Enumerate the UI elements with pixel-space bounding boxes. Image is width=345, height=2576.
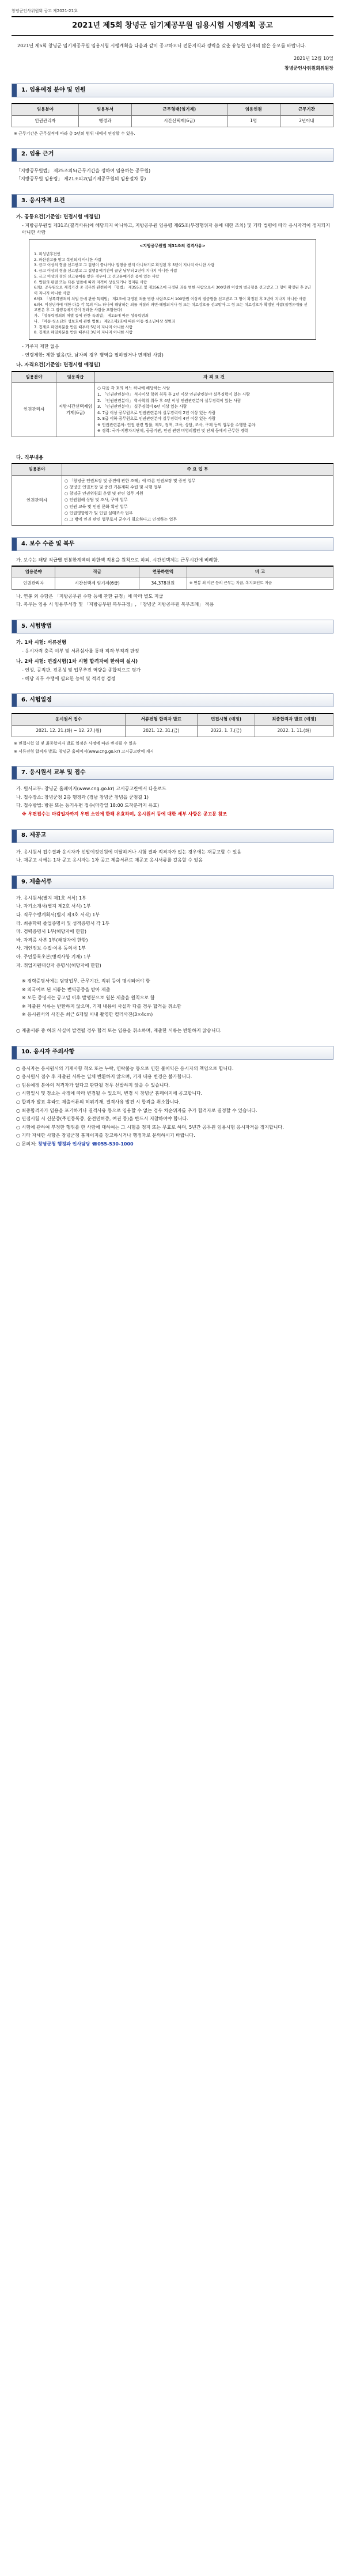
section-3-header: 3. 응시자격 요건: [12, 194, 333, 208]
schedule-table: 응시원서 접수 서류전형 합격자 발표 면접시험 (예정) 최종합격자 발표 (예정) 2021. 12. 21.(화) ~ 12. 27.(월) 2021. 12. 31.(금) 2022. 1. 7.(금) 2022. 1. 11.(화): [12, 713, 333, 737]
contact-line: ○ 문의처: 창녕군청 행정과 인사담당 ☎055-530-1000: [16, 1141, 134, 1147]
issuing-org: 창녕군인사위원회위원장: [284, 66, 333, 71]
table-row: 2021. 12. 21.(화) ~ 12. 27.(월) 2021. 12. 31.(금) 2022. 1. 7.(금) 2022. 1. 11.(화): [12, 726, 333, 737]
section-9-header: 9. 제출서류: [12, 875, 333, 889]
section-10-header: 10. 응시자 주의사항: [12, 1046, 333, 1060]
section-1-note: ※ 근무기간은 근무실적에 따라 총 5년의 범위 내에서 연장할 수 있음.: [14, 131, 135, 136]
common-req-3: - 연령제한: 제한 없음(단, 남자의 경우 병역을 필하였거나 면제된 사람): [22, 352, 164, 358]
section-1-header: 1. 임용예정 분야 및 인원: [12, 84, 333, 97]
table-row: 인권관리자 지방시간선택제임기제(6급) ○ 다음 각 호의 어느 하나에 해당하는 사람 1. 「인권관련분야」 석사이상 학위 취득 후 2년 이상 인권관련분야 실무경력이 있는 사람 2. 「인권관련분야」 학사학위 취득 후 4년 이상 인권관련분야 실무경력이 있는 사람 3. 「인권관련분야」 실무경력이 6년 이상 있는 사람 4. 7급 이상 공무원으로 인권관련분야 실무경력이 2년 이상 있는 사람 5. 8급 이하 공무원으로 인권관련분야 실무경력이 4년 이상 있는 사람 ※ 인권관련분야: 인권 관련 법률, 제도, 정책, 교육, 상담, 조사, 구제 등의 업무를 수행한 분야 ※ 경력: 국가·지방자치단체, 공공기관, 인권 관련 비영리법인 및 단체 등에서 근무한 경력: [12, 383, 333, 437]
legal-basis-1: 「지방공무원법」 제25조의5(근무기간을 정하여 임용하는 공무원): [16, 168, 151, 173]
table-row: 인권관리자 시간선택제 임기제(6급) 34,378천원 ※ 연봉 외 야근 등의 근무는 지급, 복지포인트 지급: [12, 578, 333, 589]
salary-table: 임용분야 직급 연봉하한액 비 고 인권관리자 시간선택제 임기제(6급) 34,378천원 ※ 연봉 외 야근 등의 근무는 지급, 복지포인트 지급: [12, 566, 333, 590]
duty-label: 다. 직무내용: [16, 454, 44, 461]
notice-page: 창녕군인사위원회 공고 제2021-21호 2021년 제5회 창녕군 임기제공무원 임용시험 시행계획 공고 2021년 제5회 창녕군 임기제공무원 임용시험 시행계획을 다음과 같이 공고하오니 전문지식과 경력을 갖춘 유능한 인재의 많은 응모를 바랍니다. 2021년 12월 10일 창녕군인사위원회위원장 1. 임용예정 분야 및 인원 임용분야 임용부서 근무형태(임기제) 임용인원 근무기간 인권관리자 행정과 시간선택제(6급) 1명 2년이내 ※ 근무기간은 근무실적에 따라 총 5년의 범위 내에서 연장할 수 있음. 2. 임용 근거 「지방공무원법」 제25조의5(근무기간을 정하여 임용하는 공무원) 「지방공무원 임용령」 제21조의2(임기제공무원의 임용절차 등) 3. 응시자격 요건 가. 공통요건(기준일: 면접시험 예정일) - 지방공무원법 제31조(결격사유)에 해당되지 아니하고, 지방공무원 임용령 제65조(부정행위자 등에 대한 조치) 및 기타 법령에 따라 응시자격이 정지되지 아니한 사람 <지방공무원법 제31조의 결격사유> 1. 피성년후견인 2. 파산선고를 받고 복권되지 아니한 사람 3. 금고 이상의 형을 선고받고 그 집행이 끝나거나 집행을 받지 아니하기로 확정된 후 5년이 지나지 아니한 사람 4. 금고 이상의 형을 선고받고 그 집행유예기간이 끝난 날부터 2년이 지나지 아니한 사람 5. 금고 이상의 형의 선고유예를 받은 경우에 그 선고유예기간 중에 있는 사람 6. 법원의 판결 또는 다른 법률에 따라 자격이 상실되거나 정지된 사람 6의2. 공무원으로 재직기간 중 직무와 관련하여 「형법」 제355조 및 제356조에 규정된 죄를 범한 사람으로서 300만원 이상의 벌금형을 선고받고 그 형이 확정된 후 2년이 지나지 아니한 사람 6의3. 「성폭력범죄의 처벌 등에 관한 특례법」 제2조에 규정된 죄를 범한 사람으로서 100만원 이상의 벌금형을 선고받고 그 형이 확정된 후 3년이 지나지 아니한 사람 6의4. 미성년자에 대한 다음 각 목의 어느 하나에 해당하는 죄를 저질러 파면·해임되거나 형 또는 치료감호를 선고받아 그 형 또는 치료감호가 확정된 사람(집행유예를 선고받은 후 그 집행유예기간이 경과한 사람을 포함한다) 가. 「성폭력범죄의 처벌 등에 관한 특례법」 제2조에 따른 성폭력범죄 나. 「아동·청소년의 성보호에 관한 법률」 제2조제2호에 따른 아동·청소년대상 성범죄 7. 징계로 파면처분을 받은 때부터 5년이 지나지 아니한 사람 8. 징계로 해임처분을 받은 때부터 3년이 지나지 아니한 사람 - 거주지 제한 없음 - 연령제한: 제한 없음(단, 남자의 경우 병역을 필하였거나 면제된 사람) 나. 자격요건(기준일: 면접시험 예정일) 임용분야 임용직급 자 격 요 건 인권관리자 지방시간선택제임기제(6급) ○ 다음 각 호의 어느 하나에 해당하는 사람 1. 「인권관련분야」 석사이상 학위 취득 후 2년 이상 인권관련분야 실무경력이 있는 사람 2. 「인권관련분야」 학사학위 취득 후 4년 이상 인권관련분야 실무경력이 있는 사람 3. 「인권관련분야」 실무경력이 6년 이상 있는 사람 4. 7급 이상 공무원으로 인권관련분야 실무경력이 2년 이상 있는 사람 5. 8급 이하 공무원으로 인권관련분야 실무경력이 4년 이상 있는 사람 ※ 인권관련분야: 인권 관련 법률, 제도, 정책, 교육, 상담, 조사, 구제 등의 업무를 수행한 분야 ※ 경력: 국가·지방자치단체, 공공기관, 인권 관련 비영리법인 및 단체 등에서 근무한 경력 다. 직무내용 임용분야 주 요 업 무 인권관리자 ○ 「창녕군 인권보장 및 증진에 관한 조례」에 따른 인권보장 및 증진 업무 ○ 창녕군 인권보장 및 증진 기본계획 수립 및 시행 업무 ○ 창녕군 인권위원회 운영 및 관련 업무 지원 ○ 인권침해 상담 및 조사, 구제 업무 ○ 인권 교육 및 인권 문화 확산 업무 ○ 인권영향평가 및 인권 실태조사 업무 ○ 그 밖에 인권 관련 업무로서 군수가 필요하다고 인정하는 업무 4. 보수 수준 및 복무 가. 보수는 해당 직급별 연봉한계액의 하한액 적용을 원칙으로 하되, 시간선택제는 근무시간에 비례함. 임용분야 직급 연봉하한액 비 고 인권관리자 시간선택제 임기제(6급) 34,378천원 ※ 연봉 외 야근 등의 근무는 지급, 복지포인트 지급 나. 연봉 외 수당은 「지방공무원 수당 등에 관한 규정」에 따라 별도 지급 다. 복무는 임용 시 임용부서장 및 「지방공무원 복무규정」, 「창녕군 지방공무원 복무조례」 적용 5. 시험방법 가. 1차 시험: 서류전형 - 응시자격 충족 여부 및 서류심사를 통해 적격·부적격 판정 나. 2차 시험: 면접시험(1차 시험 합격자에 한하여 실시) - 인성, 공직관, 전문성 및 업무추진 역량을 종합적으로 평가 - 해당 직무 수행에 필요한 능력 및 적격성 검정 6. 시험일정 응시원서 접수 서류전형 합격자 발표 면접시험 (예정) 최종합격자 발표 (예정) 2021. 12. 21.(화) ~ 12. 27.(월) 2021. 12. 31.(금) 2022. 1. 7.(금) 2022. 1. 11.(화) ※ 면접시험 일 및 최종합격자 발표 일정은 사정에 따라 변경될 수 있음 ※ 서류전형 합격자 발표: 창녕군 홈페이지(www.cng.go.kr) 고시공고란에 게시 7. 응시원서 교부 및 접수 가. 원서교부: 창녕군 홈페이지(www.cng.go.kr) 고시공고란에서 다운로드 나. 접수장소: 창녕군청 2층 행정과 (경남 창녕군 창녕읍 군청길 1) 다. 접수방법: 방문 또는 등기우편 접수(마감일 18:00 도착분까지 유효) ※ 우편접수는 마감일자까지 우편 소인에 한해 유효하며, 응시원서 등에 대한 세부 사항은 공고문 참조 8. 제공고 가. 응시원서 접수결과 응시자가 선발예정인원에 미달하거나 시험 결과 적격자가 없는 경우에는 재공고할 수 있음 나. 재공고 시에는 1차 공고 응시자는 1차 공고 제출서류로 재공고 응시서류를 갈음할 수 있음 9. 제출서류 가. 응시원서(별지 제1호 서식) 1부 나. 자기소개서(별지 제2호 서식) 1부 다. 직무수행계획서(별지 제3호 서식) 1부 라. 최종학력 졸업증명서 및 성적증명서 각 1부 마. 경력증명서 1부(해당자에 한함) 바. 자격증 사본 1부(해당자에 한함) 사. 개인정보 수집·이용 동의서 1부 아. 주민등록초본(병적사항 기재) 1부 자. 취업지원대상자 증명서(해당자에 한함) ※ 경력증명서에는 담당업무, 근무기간, 직위 등이 명시되어야 함 ※ 외국어로 된 서류는 번역공증을 받아 제출 ※ 모든 증명서는 공고일 이후 발행분으로 원본 제출을 원칙으로 함 ※ 제출된 서류는 반환하지 않으며, 기재 내용이 사실과 다를 경우 합격을 취소함 ※ 응시원서의 사진은 최근 6개월 이내 촬영한 컬러사진(3×4cm) ○ 제출서류 중 허위 사실이 발견될 경우 합격 또는 임용을 취소하며, 제출한 서류는 반환하지 않습니다. 10. 응시자 주의사항 ○ 응시자는 응시원서의 기재사항 착오 또는 누락, 연락불능 등으로 인한 불이익은 응시자의 책임으로 합니다. ○ 응시원서 접수 후 제출된 서류는 일체 반환하지 않으며, 기재 내용 변경은 불가합니다. ○ 임용예정 분야의 적격자가 없다고 판단될 경우 선발하지 않을 수 있습니다. ○ 시험일시 및 장소는 사정에 따라 변경될 수 있으며, 변경 시 창녕군 홈페이지에 공고합니다. ○ 합격자 발표 후라도 제출서류의 허위기재, 결격사유 발견 시 합격을 취소합니다. ○ 최종합격자가 임용을 포기하거나 결격사유 등으로 임용할 수 없는 경우 차순위자를 추가 합격자로 결정할 수 있습니다. ○ 면접시험 시 신분증(주민등록증, 운전면허증, 여권 등)을 반드시 지참하여야 합니다. ○ 시험에 관하여 부정한 행위를 한 사람에 대하여는 그 시험을 정지 또는 무효로 하며, 5년간 공무원 임용시험 응시자격을 정지합니다. ○ 기타 자세한 사항은 창녕군청 홈페이지를 참고하시거나 행정과로 문의하시기 바랍니다. ○ 문의처: 창녕군청 행정과 인사담당 ☎055-530-1000: [12, 9, 333, 1147]
intro-text: 2021년 제5회 창녕군 임기제공무원 임용시험 시행계획을 다음과 같이 공고하오니 전문지식과 경력을 갖춘 유능한 인재의 많은 응모를 바랍니다.: [17, 43, 306, 48]
common-req-2: - 거주지 제한 없음: [22, 344, 59, 350]
salary-ga: 가. 보수는 해당 직급별 연봉한계액의 하한액 적용을 원칙으로 하되, 시간선택제는 근무시간에 비례함.: [16, 557, 219, 563]
duty-table: 임용분야 주 요 업 무 인권관리자 ○ 「창녕군 인권보장 및 증진에 관한 조례」에 따른 인권보장 및 증진 업무 ○ 창녕군 인권보장 및 증진 기본계획 수립 및 시행 업무 ○ 창녕군 인권위원회 운영 및 관련 업무 지원 ○ 인권침해 상담 및 조사, 구제 업무 ○ 인권 교육 및 인권 문화 확산 업무 ○ 인권영향평가 및 인권 실태조사 업무 ○ 그 밖에 인권 관련 업무로서 군수가 필요하다고 인정하는 업무: [12, 463, 333, 526]
common-req-1: - 지방공무원법 제31조(결격사유)에 해당되지 아니하고, 지방공무원 임용령 제65조(부정행위자 등에 대한 조치) 및 기타 법령에 따라 응시자격이 정지되지 아니한 사람: [22, 223, 330, 235]
positions-table: 임용분야 임용부서 근무형태(임기제) 임용인원 근무기간 인권관리자 행정과 시간선택제(6급) 1명 2년이내: [12, 103, 333, 127]
qualification-table: 임용분야 임용직급 자 격 요 건 인권관리자 지방시간선택제임기제(6급) ○ 다음 각 호의 어느 하나에 해당하는 사람 1. 「인권관련분야」 석사이상 학위 취득 후 2년 이상 인권관련분야 실무경력이 있는 사람 2. 「인권관련분야」 학사학위 취득 후 4년 이상 인권관련분야 실무경력이 있는 사람 3. 「인권관련분야」 실무경력이 6년 이상 있는 사람 4. 7급 이상 공무원으로 인권관련분야 실무경력이 2년 이상 있는 사람 5. 8급 이하 공무원으로 인권관련분야 실무경력이 4년 이상 있는 사람 ※ 인권관련분야: 인권 관련 법률, 제도, 정책, 교육, 상담, 조사, 구제 등의 업무를 수행한 분야 ※ 경력: 국가·지방자치단체, 공공기관, 인권 관련 비영리법인 및 단체 등에서 근무한 경력: [12, 371, 333, 437]
common-req-label: 가. 공통요건(기준일: 면접시험 예정일): [16, 214, 101, 220]
contact-info: 창녕군청 행정과 인사담당 ☎055-530-1000: [37, 1141, 134, 1147]
notice-date: 2021년 12월 10일: [294, 55, 333, 61]
exam-stage-2-label: 나. 2차 시험: 면접시험(1차 시험 합격자에 한하여 실시): [16, 658, 138, 665]
table-row: 인권관리자 ○ 「창녕군 인권보장 및 증진에 관한 조례」에 따른 인권보장 및 증진 업무 ○ 창녕군 인권보장 및 증진 기본계획 수립 및 시행 업무 ○ 창녕군 인권위원회 운영 및 관련 업무 지원 ○ 인권침해 상담 및 조사, 구제 업무 ○ 인권 교육 및 인권 문화 확산 업무 ○ 인권영향평가 및 인권 실태조사 업무 ○ 그 밖에 인권 관련 업무로서 군수가 필요하다고 인정하는 업무: [12, 475, 333, 525]
notice-number: 창녕군인사위원회 공고 제2021-21호: [12, 9, 78, 13]
section-7-header: 7. 응시원서 교부 및 접수: [12, 766, 333, 780]
section-5-header: 5. 시험방법: [12, 620, 333, 633]
disqualification-box: <지방공무원법 제31조의 결격사유> 1. 피성년후견인 2. 파산선고를 받고 복권되지 아니한 사람 3. 금고 이상의 형을 선고받고 그 집행이 끝나거나 집행을 받지 아니하기로 확정된 후 5년이 지나지 아니한 사람 4. 금고 이상의 형을 선고받고 그 집행유예기간이 끝난 날부터 2년이 지나지 아니한 사람 5. 금고 이상의 형의 선고유예를 받은 경우에 그 선고유예기간 중에 있는 사람 6. 법원의 판결 또는 다른 법률에 따라 자격이 상실되거나 정지된 사람 6의2. 공무원으로 재직기간 중 직무와 관련하여 「형법」 제355조 및 제356조에 규정된 죄를 범한 사람으로서 300만원 이상의 벌금형을 선고받고 그 형이 확정된 후 2년이 지나지 아니한 사람 6의3. 「성폭력범죄의 처벌 등에 관한 특례법」 제2조에 규정된 죄를 범한 사람으로서 100만원 이상의 벌금형을 선고받고 그 형이 확정된 후 3년이 지나지 아니한 사람 6의4. 미성년자에 대한 다음 각 목의 어느 하나에 해당하는 죄를 저질러 파면·해임되거나 형 또는 치료감호를 선고받아 그 형 또는 치료감호가 확정된 사람(집행유예를 선고받은 후 그 집행유예기간이 경과한 사람을 포함한다) 가. 「성폭력범죄의 처벌 등에 관한 특례법」 제2조에 따른 성폭력범죄 나. 「아동·청소년의 성보호에 관한 법률」 제2조제2호에 따른 아동·청소년대상 성범죄 7. 징계로 파면처분을 받은 때부터 5년이 지나지 아니한 사람 8. 징계로 해임처분을 받은 때부터 3년이 지나지 아니한 사람: [29, 239, 316, 340]
salary-da: 다. 복무는 임용 시 임용부서장 및 「지방공무원 복무규정」, 「창녕군 지방공무원 복무조례」 적용: [16, 602, 214, 608]
legal-basis-2: 「지방공무원 임용령」 제21조의2(임기제공무원의 임용절차 등): [16, 176, 146, 182]
qualification-label: 나. 자격요건(기준일: 면접시험 예정일): [16, 362, 101, 369]
section-6-header: 6. 시험일정: [12, 693, 333, 707]
postal-warning: ※ 우편접수는 마감일자까지 우편 소인에 한해 유효하며, 응시원서 등에 대한 세부 사항은 공고문 참조: [22, 811, 228, 817]
salary-na: 나. 연봉 외 수당은 「지방공무원 수당 등에 관한 규정」에 따라 별도 지급: [16, 593, 164, 599]
table-row: 인권관리자 행정과 시간선택제(6급) 1명 2년이내: [12, 115, 333, 127]
section-2-header: 2. 임용 근거: [12, 148, 333, 162]
section-4-header: 4. 보수 수준 및 복무: [12, 537, 333, 551]
section-8-header: 8. 제공고: [12, 829, 333, 843]
exam-stage-1-label: 가. 1차 시험: 서류전형: [16, 639, 67, 646]
page-title: 2021년 제5회 창녕군 임기제공무원 임용시험 시행계획 공고: [12, 16, 333, 36]
